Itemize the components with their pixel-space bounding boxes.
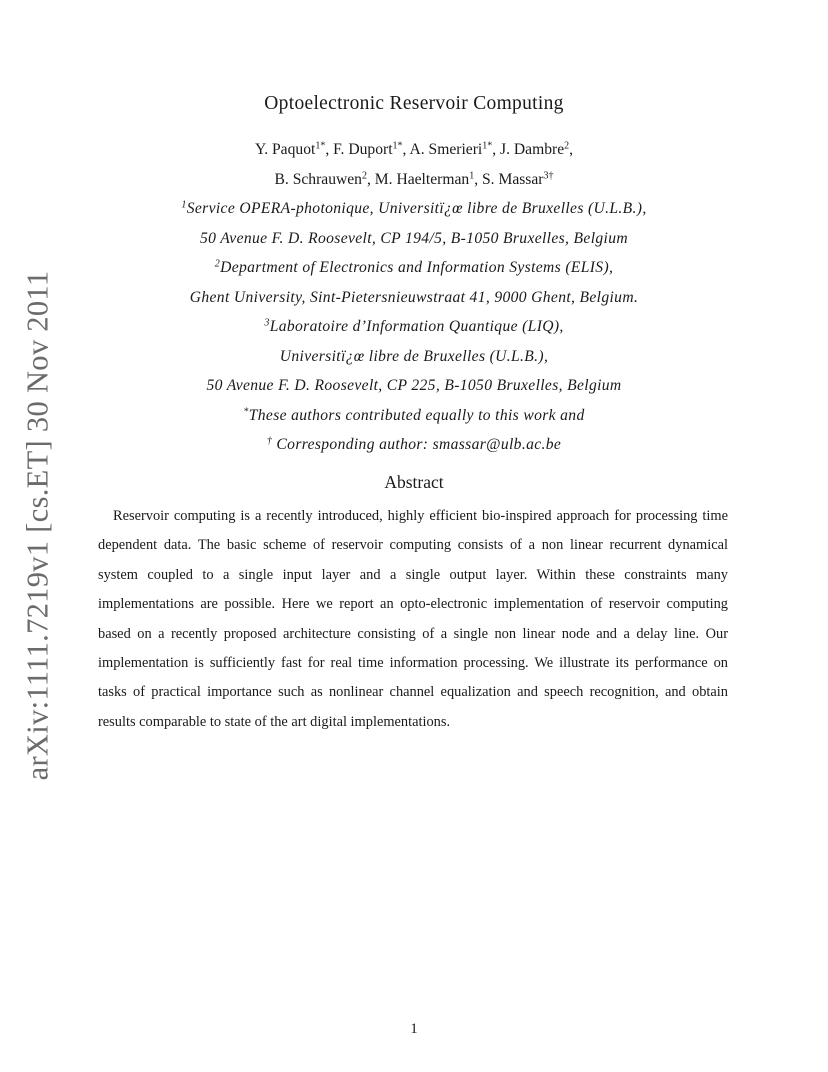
equal-contribution-note: [0, 407, 828, 425]
affiliation-line: [0, 377, 828, 395]
author-name: S. Massar: [481, 171, 544, 188]
author-superscript: 1*: [482, 140, 493, 152]
arxiv-identifier: arXiv:1111.7219v1 [cs.ET] 30 Nov 2011: [20, 270, 55, 780]
author-superscript: 2: [361, 170, 367, 182]
affiliation-text: Corresponding author: smassar@ulb.ac.be: [272, 436, 562, 453]
affiliation-text: 50 Avenue F. D. Roosevelt, CP 194/5, B-1050 Bruxelles, Belgium: [200, 230, 628, 247]
author-superscript: 1: [469, 170, 475, 182]
author-name: F. Duport: [333, 141, 393, 158]
affiliation-text: Universitï¿œ libre de Bruxelles (U.L.B.),: [279, 348, 549, 365]
abstract-heading: Abstract: [384, 472, 444, 492]
author-name: A. Smerieri: [409, 141, 483, 158]
affiliation-line: [0, 289, 828, 307]
paper-title: Optoelectronic Reservoir Computing: [264, 93, 564, 114]
affiliation-text: These authors contributed equally to this work and: [248, 407, 585, 424]
affiliation-text: Department of Electronics and Information Systems (ELIS),: [220, 259, 614, 276]
affiliation-line: [0, 348, 828, 366]
affiliation-line: [0, 230, 828, 248]
affiliation-line: [0, 259, 828, 277]
author-superscript: 2: [564, 140, 570, 152]
author-name: J. Dambre: [500, 141, 565, 158]
affiliation-text: 50 Avenue F. D. Roosevelt, CP 225, B-1050 Bruxelles, Belgium: [206, 377, 622, 394]
author-superscript: 1*: [392, 140, 403, 152]
author-line-1: Y. Paquot$^{1*}$, F. Duport$^{1*}$, A. Smerieri$^{1*}$, J. Dambre$^2$,: [254, 140, 574, 158]
page-number: 1: [410, 1021, 418, 1037]
author-superscript: 1*: [315, 140, 326, 152]
affiliation-superscript: 1: [181, 199, 187, 211]
affiliation-superscript: 2: [214, 258, 221, 270]
author-superscript: 3†: [543, 170, 554, 182]
affiliation-superscript: *: [243, 406, 249, 418]
affiliation-line: [0, 200, 828, 218]
corresponding-author-note: [0, 436, 828, 454]
affiliation-superscript: †: [266, 435, 273, 447]
abstract-body: Reservoir computing is a recently introduced, highly efficient bio-inspired approach for processing time dependent data. The basic scheme of reservoir computing consists of a non linear recurrent dynamical system coupled to a single input layer and a single output layer. Within these constraints many implementations are possible. Here we report an opto-electronic implementation of reservoir computing based on a recently proposed architecture consisting of a single non linear node and a delay line. Our implementation is sufficiently fast for real time information processing. We illustrate its performance on tasks of practical importance such as nonlinear channel equalization and speech recognition, and obtain results comparable to state of the art digital implementations.: [98, 508, 728, 730]
author-name: M. Haelterman: [374, 171, 470, 188]
affiliation-line: [0, 318, 828, 336]
affiliation-text: Service OPERA-photonique, Universitï¿œ libre de Bruxelles (U.L.B.),: [186, 200, 647, 217]
affiliation-superscript: 3: [264, 317, 270, 329]
affiliation-text: Ghent University, Sint-Pietersnieuwstraat 41, 9000 Ghent, Belgium.: [189, 289, 639, 306]
author-name: B. Schrauwen: [274, 171, 362, 188]
author-name: Y. Paquot: [254, 141, 316, 158]
author-line-2: B. Schrauwen$^2$, M. Haelterman$^1$, S. Massar$^{3\dagger}$: [274, 170, 554, 188]
affiliation-text: Laboratoire d’Information Quantique (LIQ),: [269, 318, 564, 335]
